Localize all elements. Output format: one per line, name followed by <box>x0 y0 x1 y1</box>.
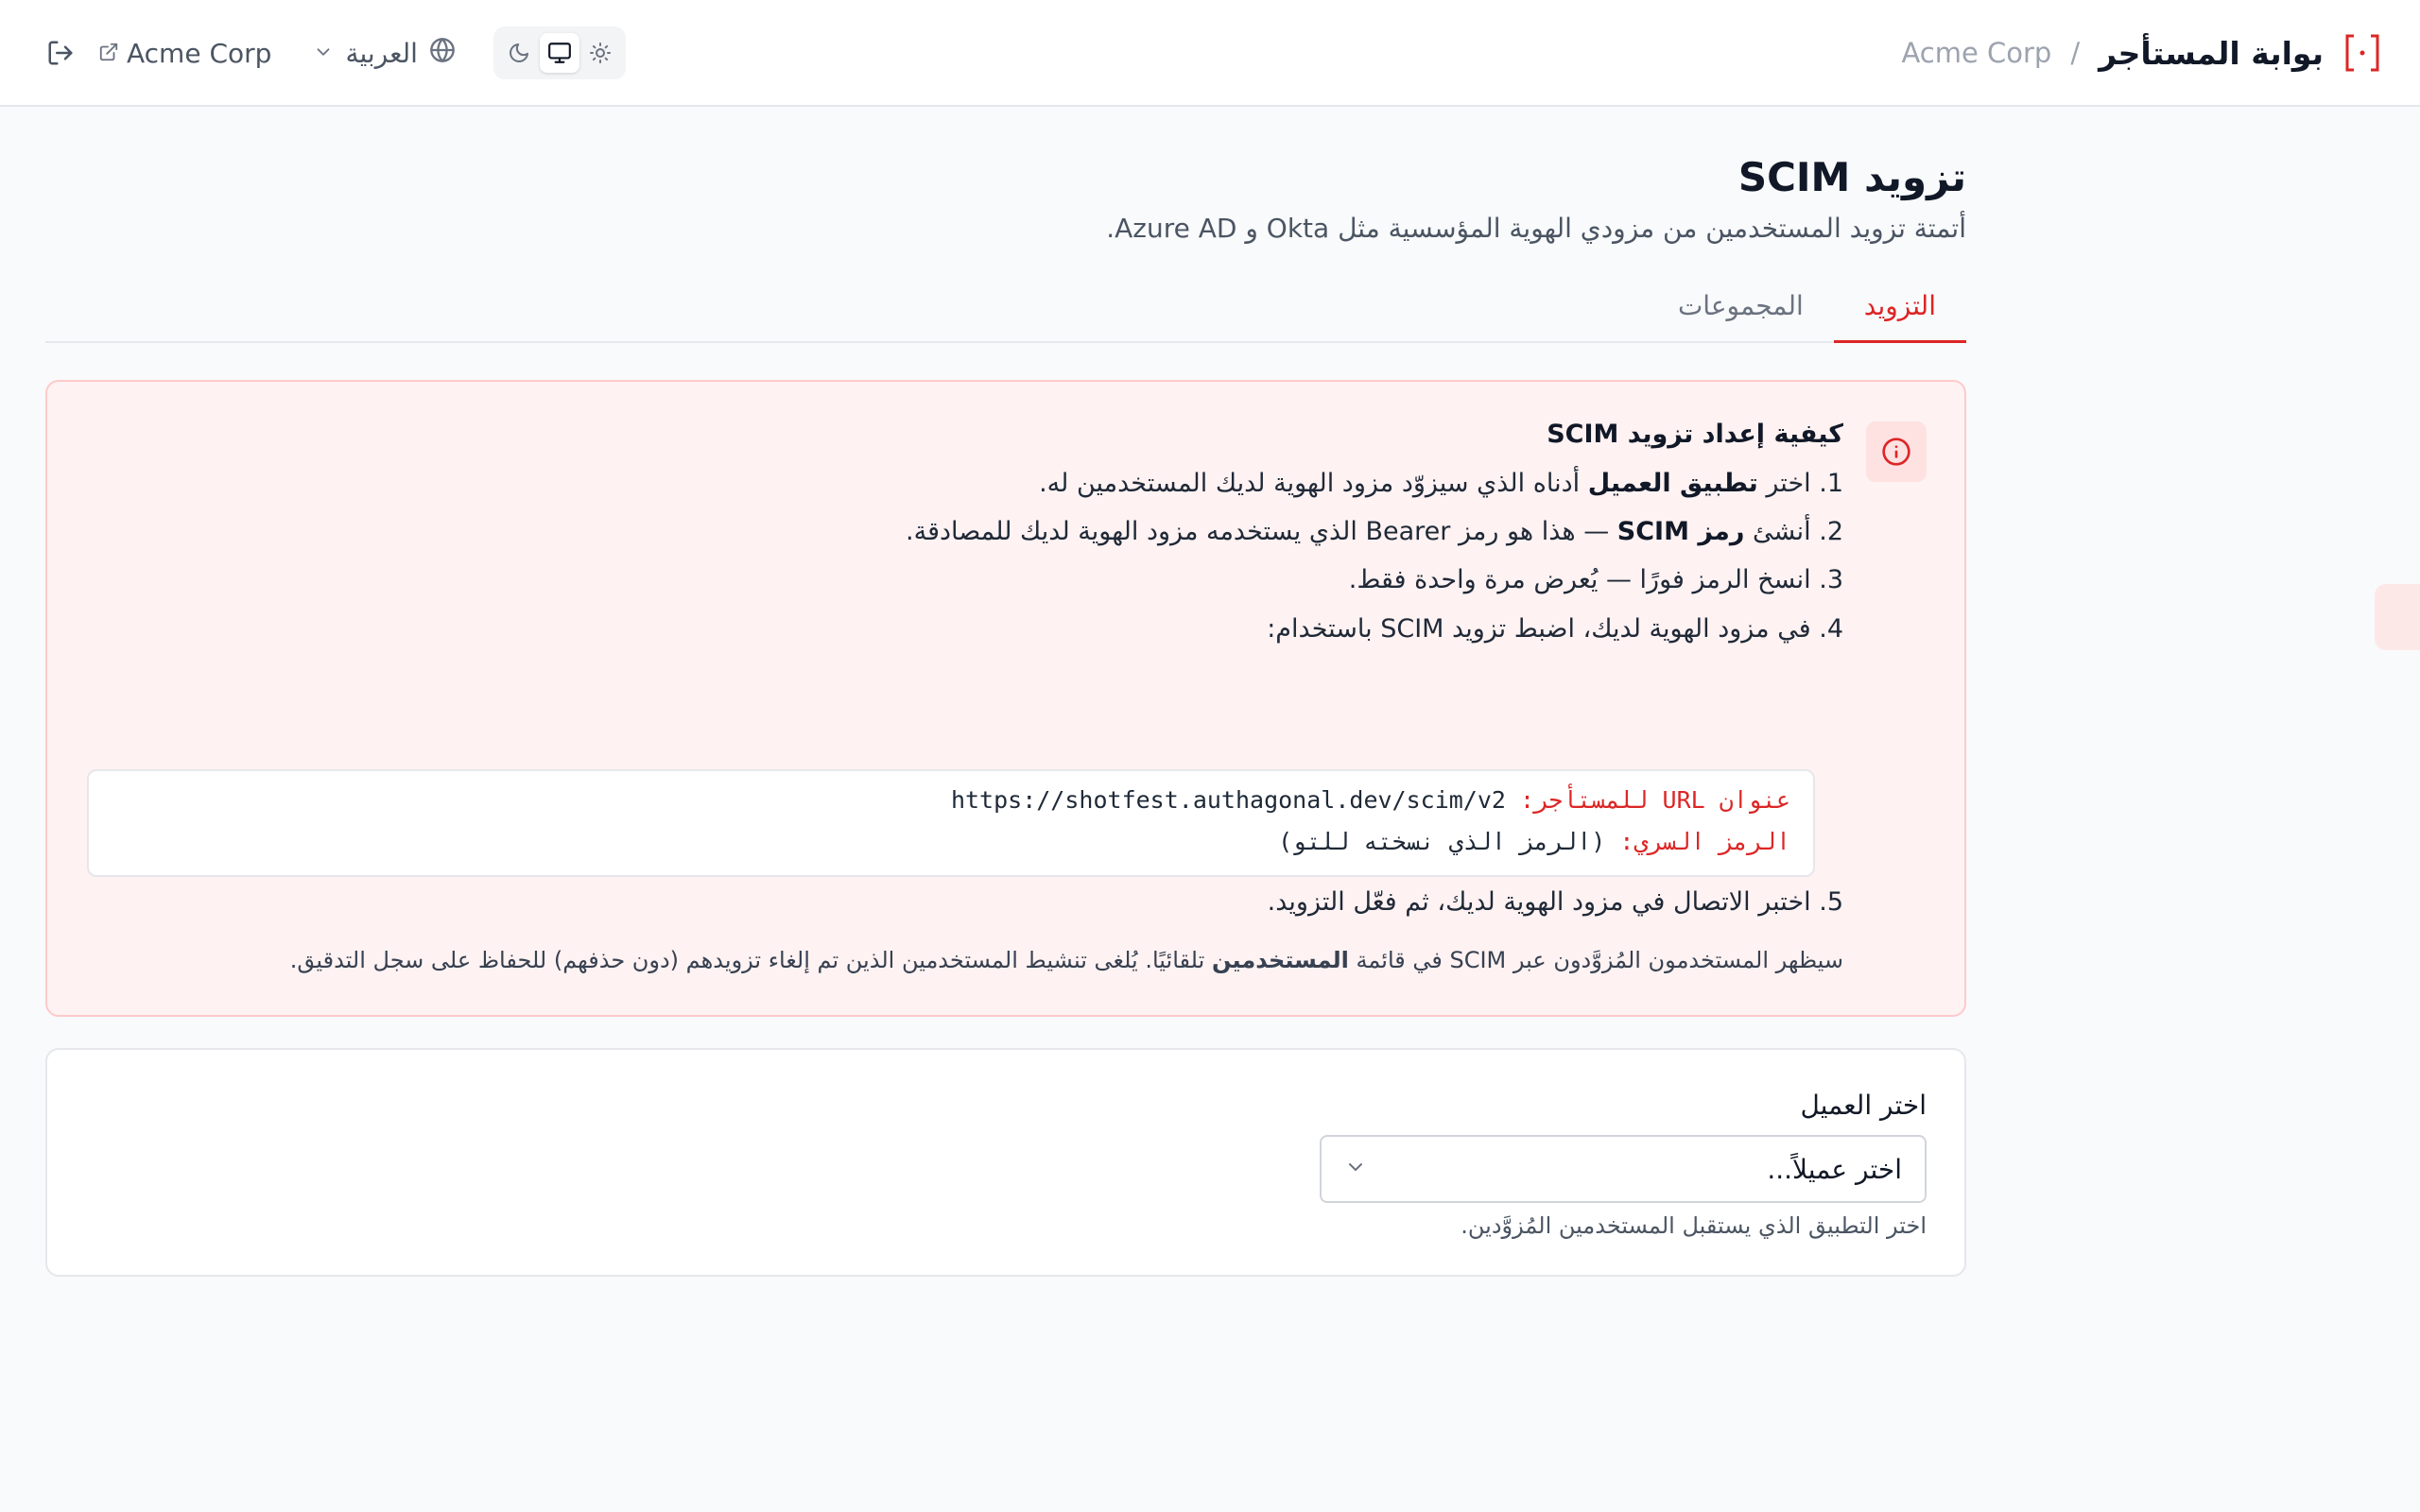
client-select-value: اختر عميلاً... <box>1767 1153 1902 1185</box>
external-link-icon <box>98 38 119 69</box>
instructions-title: كيفية إعداد تزويد SCIM <box>1547 420 1843 449</box>
note-emphasis: المستخدمين <box>1211 947 1349 973</box>
note-text-rest: تلقائيًا. يُلغى تنشيط المستخدمين الذين تم إلغاء تزويدهم (دون حذفهم) للحفاظ على سجل التدقيق. <box>289 947 1212 973</box>
globe-icon <box>429 37 456 70</box>
tenant-name: Acme Corp <box>1901 37 2052 69</box>
client-select-dropdown[interactable] <box>1320 1135 1927 1203</box>
tabs <box>45 286 1966 343</box>
brand <box>1901 28 2382 77</box>
step-1 <box>1039 469 1843 498</box>
logout-icon[interactable] <box>38 30 83 76</box>
page-subtitle: أتمتة تزويد المستخدمين من مزودي الهوية المؤسسية مثل Okta و Azure AD. <box>1106 213 1966 244</box>
breadcrumb-separator: / <box>2070 37 2081 69</box>
theme-light-sun-icon[interactable] <box>580 33 620 73</box>
client-select-card <box>45 1048 1966 1277</box>
setup-instructions-panel <box>45 380 1966 1017</box>
step-3: 3. انسخ الرمز فورًا — يُعرض مرة واحدة فقط. <box>1348 565 1843 594</box>
theme-system-monitor-icon[interactable] <box>540 33 579 73</box>
scim-config-code <box>87 769 1815 877</box>
theme-dark-moon-icon[interactable] <box>499 33 539 73</box>
step-1-emphasis: تطبيق العميل <box>1587 469 1758 498</box>
page-title: تزويد SCIM <box>1737 154 1966 200</box>
tenant-url-line <box>951 786 1790 814</box>
org-link-label: Acme Corp <box>127 37 272 69</box>
client-select-help: اختر التطبيق الذي يستقبل المستخدمين المُزوَّدين. <box>1461 1212 1927 1239</box>
tab-groups[interactable]: المجموعات <box>1677 290 1804 321</box>
theme-switcher <box>493 26 626 79</box>
step-5: 5. اختبر الاتصال في مزود الهوية لديك، ثم فعّل التزويد. <box>1267 887 1843 917</box>
step-4: 4. في مزود الهوية لديك، اضبط تزويد SCIM باستخدام: <box>1267 614 1843 644</box>
step-2-text-rest: — هذا هو رمز Bearer الذي يستخدمه مزود الهوية لديك للمصادقة. <box>906 517 1617 546</box>
note-text: سيظهر المستخدمون المُزوَّدون عبر SCIM في قائمة <box>1348 947 1843 973</box>
step-1-text: 1. اختر <box>1757 469 1843 498</box>
language-selector[interactable] <box>313 37 456 70</box>
step-2 <box>906 517 1843 546</box>
info-icon <box>1866 421 1927 482</box>
secret-token-value: (الرمز الذي نسخته للتو) <box>1278 828 1606 855</box>
provisioning-note <box>290 947 1843 973</box>
top-bar <box>0 0 2420 107</box>
tenant-url-value[interactable]: https://shotfest.authagonal.dev/scim/v2 <box>950 786 1506 814</box>
client-select-label: اختر العميل <box>1800 1090 1927 1121</box>
step-2-emphasis: رمز SCIM <box>1616 517 1745 546</box>
chevron-down-icon <box>313 38 334 69</box>
step-2-text: 2. أنشئ <box>1744 517 1843 546</box>
secret-token-line <box>1278 828 1790 855</box>
brand-logo-icon <box>2342 32 2382 74</box>
header-actions <box>38 26 626 79</box>
tab-provisioning[interactable]: التزويد <box>1834 286 1966 343</box>
secret-token-key: الرمز السري: <box>1619 828 1790 855</box>
tenant-url-key: عنوان URL للمستأجر: <box>1520 786 1790 814</box>
chevron-down-icon <box>1344 1156 1367 1182</box>
language-label: العربية <box>345 37 418 69</box>
portal-title: بوابة المستأجر <box>2099 34 2324 72</box>
step-1-text-rest: أدناه الذي سيزوّد مزود الهوية لديك المستخدمين له. <box>1039 469 1588 498</box>
org-external-link[interactable] <box>98 38 271 69</box>
side-panel-toggle[interactable] <box>2375 584 2420 650</box>
